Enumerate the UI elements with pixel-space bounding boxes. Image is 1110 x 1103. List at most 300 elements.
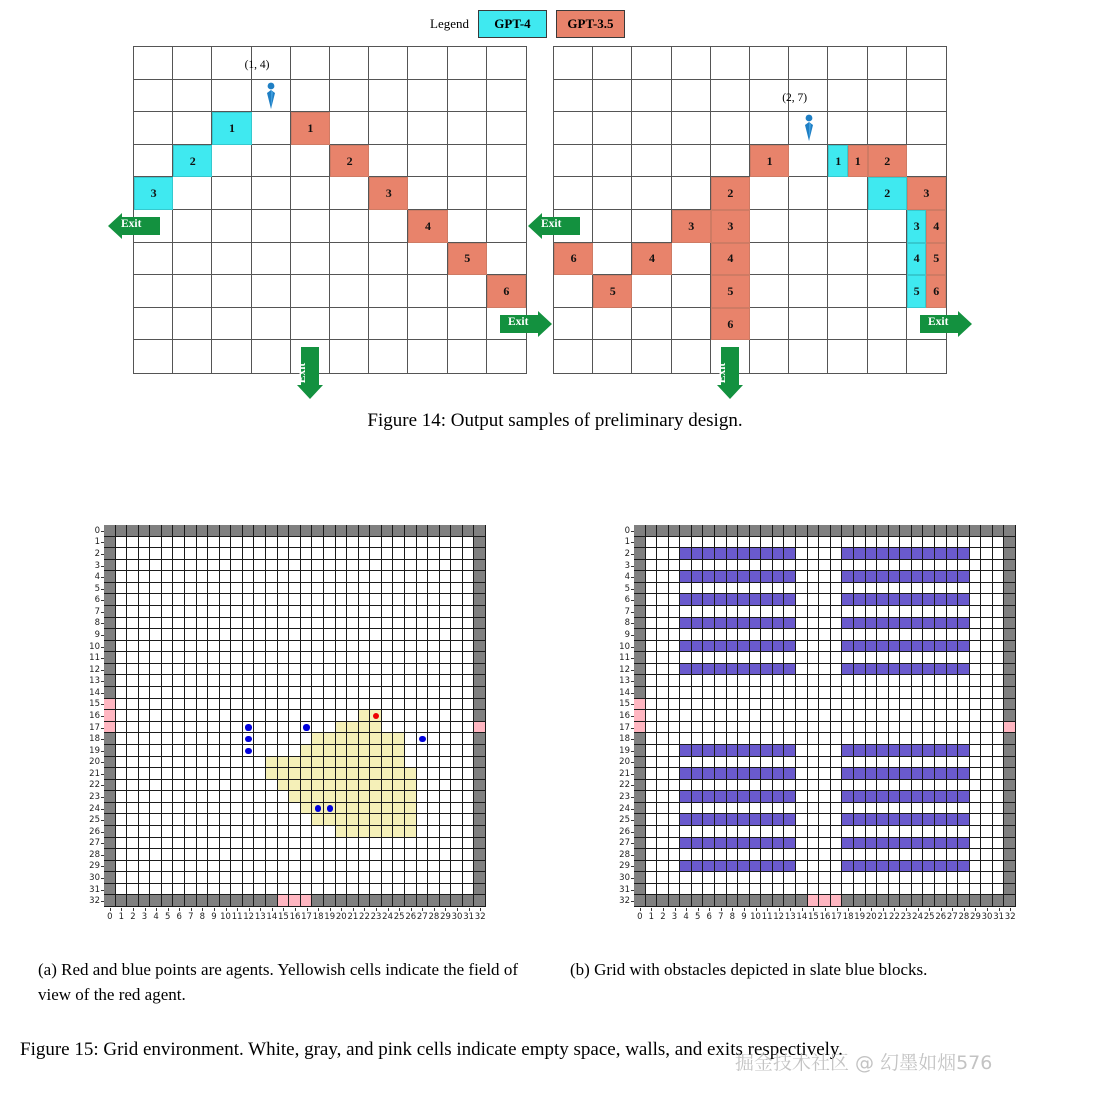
grid-cell [958,560,970,572]
grid-cell [854,884,866,896]
grid-cell [173,687,185,699]
grid-cell [474,641,486,653]
grid-cell [150,560,162,572]
grid-cell [784,722,796,734]
grid-cell [116,872,128,884]
grid-cell [866,606,878,618]
x-axis-tick-mark [168,908,169,911]
x-axis-tick-mark [767,908,768,911]
grid-cell [866,884,878,896]
grid-cell [842,641,854,653]
grid-cell [252,210,291,243]
grid-cell [127,664,139,676]
grid-cell [715,675,727,687]
grid-cell [291,308,330,341]
grid-cell [657,884,669,896]
grid-cell [877,826,889,838]
x-axis-tick-label: 27 [946,912,958,922]
y-axis-tick-mark [101,704,104,705]
grid-cell [669,826,681,838]
grid-cell [278,861,290,873]
grid-cell [162,699,174,711]
x-axis-tick-label: 20 [865,912,877,922]
x-axis-tick-mark [434,908,435,911]
grid-cell [877,838,889,850]
grid-cell [715,618,727,630]
grid-cell [451,895,463,907]
x-axis-tick-label: 22 [889,912,900,922]
grid-cell [680,641,692,653]
grid-cell [359,699,371,711]
grid-cell [301,629,313,641]
grid-cell [347,849,359,861]
grid-cell [197,803,209,815]
agent-pin-icon [264,82,278,110]
grid-cell [382,803,394,815]
grid-cell [428,884,440,896]
grid-cell [750,849,762,861]
grid-cell [923,525,935,537]
grid-cell [408,275,447,308]
grid-cell [657,525,669,537]
grid-cell [889,629,901,641]
grid-cell [761,560,773,572]
grid-cell [738,537,750,549]
grid-cell [336,872,348,884]
grid-cell [440,768,452,780]
grid-cell [347,641,359,653]
grid-cell [669,849,681,861]
grid-cell [923,768,935,780]
grid-cell [738,699,750,711]
grid-cell [634,537,646,549]
grid-cell [451,861,463,873]
grid-cell [680,814,692,826]
grid-cell [866,548,878,560]
grid-cell [330,210,369,243]
grid-cell [877,571,889,583]
grid-cell [417,768,429,780]
grid-cell [715,594,727,606]
grid-cell [405,675,417,687]
grid-cell [784,641,796,653]
grid-cell [448,340,487,373]
grid-cell [819,606,831,618]
grid-cell [889,814,901,826]
grid-cell [912,861,924,873]
grid-cell [116,722,128,734]
grid-cell [703,826,715,838]
grid-cell [324,895,336,907]
grid-cell [451,733,463,745]
grid-cell [301,710,313,722]
x-axis-tick-label: 2 [130,912,136,922]
grid-cell [703,664,715,676]
grid-cell [657,895,669,907]
grid-cell [185,583,197,595]
grid-cell [750,675,762,687]
grid-cell [173,733,185,745]
grid-cell [139,525,151,537]
x-axis-tick-mark [283,908,284,911]
grid-cell [220,895,232,907]
grid-cell [104,652,116,664]
grid-cell [474,560,486,572]
grid-cell [347,861,359,873]
grid-cell [278,826,290,838]
grid-cell [347,745,359,757]
grid-cell [312,780,324,792]
grid-cell [448,80,487,113]
x-axis-tick-mark [756,908,757,911]
grid-cell [750,745,762,757]
grid-cell [393,895,405,907]
y-axis-tick-label: 10 [619,641,630,652]
grid-cell [808,826,820,838]
grid-cell [680,780,692,792]
grid-cell [197,699,209,711]
grid-cell [370,791,382,803]
grid-cell [231,803,243,815]
x-axis-tick-mark [686,908,687,911]
grid-cell [173,548,185,560]
x-axis-tick-mark [1010,908,1011,911]
grid-cell [278,560,290,572]
grid-cell [185,664,197,676]
grid-cell [866,583,878,595]
grid-cell [463,687,475,699]
grid-cell [831,849,843,861]
grid-cell [173,710,185,722]
grid-cell [981,525,993,537]
grid-cell [738,803,750,815]
grid-cell [243,629,255,641]
grid-cell [127,710,139,722]
grid-cell [796,826,808,838]
grid-cell [451,606,463,618]
grid-cell [359,710,371,722]
grid-cell [727,733,739,745]
grid-cell [417,849,429,861]
grid-cell [692,826,704,838]
grid-cell [842,560,854,572]
grid-cell [866,652,878,664]
grid-cell [336,687,348,699]
grid-cell [958,618,970,630]
grid-cell [761,710,773,722]
grid-cell [634,710,646,722]
y-axis-tick-label: 13 [619,676,630,687]
grid-cell [796,849,808,861]
grid-cell [634,838,646,850]
grid-cell [680,652,692,664]
grid-cell [646,699,658,711]
grid-cell [828,47,867,80]
path-step-cell: 2 [868,177,907,210]
grid-cell [301,757,313,769]
x-axis-tick-label: 7 [718,912,724,922]
grid-cell [773,675,785,687]
x-axis-tick-label: 31 [463,912,475,922]
grid-cell [796,606,808,618]
grid-cell [474,664,486,676]
grid-cell [692,745,704,757]
grid-cell [784,814,796,826]
grid-cell [854,849,866,861]
grid-cell [877,537,889,549]
grid-cell [715,838,727,850]
grid-cell [162,710,174,722]
grid-cell [981,583,993,595]
grid-cell [134,340,173,373]
grid-cell [796,895,808,907]
x-axis-tick-mark [341,908,342,911]
grid-cell [889,803,901,815]
grid-cell [254,571,266,583]
grid-cell [208,664,220,676]
y-axis-tick-label: 31 [619,884,630,895]
grid-cell [958,803,970,815]
grid-cell [789,243,828,276]
grid-cell [162,641,174,653]
grid-cell [393,745,405,757]
grid-cell [669,768,681,780]
grid-cell [1004,537,1016,549]
grid-cell [139,814,151,826]
grid-cell [266,780,278,792]
grid-cell [828,275,867,308]
grid-cell [738,675,750,687]
grid-cell [440,872,452,884]
grid-cell [369,210,408,243]
grid-cell [773,733,785,745]
grid-cell [197,757,209,769]
grid-cell [646,814,658,826]
grid-cell [185,699,197,711]
grid-cell [889,583,901,595]
grid-cell [889,872,901,884]
grid-cell [692,618,704,630]
grid-cell [1004,768,1016,780]
grid-cell [715,791,727,803]
grid-cell [923,884,935,896]
y-axis-tick-label: 18 [619,734,630,745]
grid-cell [231,664,243,676]
x-axis-tick-label: 16 [819,912,831,922]
grid-cell [150,733,162,745]
grid-cell [463,768,475,780]
grid-cell [947,861,959,873]
grid-cell [877,699,889,711]
x-axis-tick-mark [133,908,134,911]
grid-cell [715,583,727,595]
grid-cell [692,722,704,734]
grid-cell [912,641,924,653]
grid-cell [301,606,313,618]
grid-cell [197,548,209,560]
grid-cell [127,733,139,745]
grid-cell [173,618,185,630]
grid-cell [646,803,658,815]
grid-cell [139,861,151,873]
grid-cell [819,849,831,861]
grid-cell [324,548,336,560]
grid-cell [889,838,901,850]
grid-cell [116,560,128,572]
grid-cell [889,618,901,630]
grid-cell [347,571,359,583]
grid-cell [900,629,912,641]
grid-cell [116,641,128,653]
grid-cell [715,525,727,537]
grid-cell [947,722,959,734]
grid-cell [347,537,359,549]
grid-cell [312,548,324,560]
grid-cell [197,838,209,850]
grid-cell [301,618,313,630]
grid-cell [796,872,808,884]
grid-cell [657,838,669,850]
grid-cell [889,826,901,838]
grid-cell [428,571,440,583]
y-axis-tick-mark [101,600,104,601]
grid-cell [448,112,487,145]
grid-cell [554,80,593,113]
grid-cell [900,838,912,850]
grid-cell [312,594,324,606]
grid-cell [150,571,162,583]
grid-cell [324,791,336,803]
grid-cell [935,641,947,653]
grid-cell [451,560,463,572]
grid-cell [150,884,162,896]
y-axis-tick-label: 13 [89,676,100,687]
y-axis-tick-label: 26 [619,826,630,837]
grid-cell [324,560,336,572]
grid-cell [162,560,174,572]
legend-item-gpt4-label: GPT-4 [494,16,531,31]
grid-cell [935,618,947,630]
grid-cell [116,826,128,838]
grid-cell [727,664,739,676]
x-axis-tick-label: 3 [141,912,148,922]
grid-cell [116,594,128,606]
grid-cell [657,618,669,630]
grid-cell [1004,675,1016,687]
grid-cell [703,780,715,792]
x-axis-tick-mark [399,908,400,911]
grid-cell [278,675,290,687]
grid-cell [134,275,173,308]
grid-cell [405,838,417,850]
grid-cell [291,275,330,308]
grid-cell [289,757,301,769]
grid-cell [900,757,912,769]
grid-cell [301,838,313,850]
grid-cell [278,872,290,884]
grid-cell [634,733,646,745]
grid-cell [634,884,646,896]
grid-cell [116,664,128,676]
grid-cell [162,745,174,757]
grid-cell [877,745,889,757]
x-axis-tick-label: 27 [416,912,428,922]
grid-cell [634,652,646,664]
grid-cell [359,571,371,583]
grid-cell [935,849,947,861]
grid-cell [947,757,959,769]
grid-cell [1004,745,1016,757]
y-axis-tick-mark [101,820,104,821]
grid-cell [703,814,715,826]
grid-cell [912,780,924,792]
grid-cell [197,884,209,896]
grid-cell [796,757,808,769]
grid-cell [715,687,727,699]
grid-cell [208,733,220,745]
grid-cell [220,594,232,606]
grid-cell [889,699,901,711]
grid-cell [382,606,394,618]
grid-cell [347,768,359,780]
grid-cell [312,571,324,583]
grid-cell [312,710,324,722]
grid-cell [173,537,185,549]
grid-cell [923,826,935,838]
grid-cell [854,641,866,653]
grid-cell [819,733,831,745]
grid-cell [808,699,820,711]
grid-cell [312,733,324,745]
grid-cell [868,210,907,243]
grid-cell [993,525,1005,537]
grid-cell [1004,664,1016,676]
y-axis-tick-label: 20 [619,757,630,768]
x-axis-tick-label: 1 [118,912,125,922]
grid-cell [278,641,290,653]
grid-cell [889,560,901,572]
grid-cell [301,641,313,653]
grid-cell [289,699,301,711]
grid-cell [359,606,371,618]
grid-cell [750,243,789,276]
grid-cell [405,664,417,676]
y-axis-tick-mark [101,612,104,613]
x-axis-tick-label: 13 [254,912,266,922]
grid-cell [947,895,959,907]
grid-cell [266,884,278,896]
grid-cell [116,537,128,549]
grid-cell [935,895,947,907]
grid-cell [405,745,417,757]
grid-cell [831,525,843,537]
grid-cell [243,803,255,815]
grid-cell [750,606,762,618]
grid-cell [877,780,889,792]
y-axis-tick-label: 4 [94,572,100,583]
grid-cell [162,548,174,560]
grid-cell [912,768,924,780]
grid-cell [150,583,162,595]
y-axis-tick-mark [101,589,104,590]
grid-cell [958,722,970,734]
grid-cell [266,895,278,907]
grid-cell [993,872,1005,884]
grid-cell [173,791,185,803]
grid-cell [208,571,220,583]
grid-cell [104,838,116,850]
grid-cell [993,618,1005,630]
